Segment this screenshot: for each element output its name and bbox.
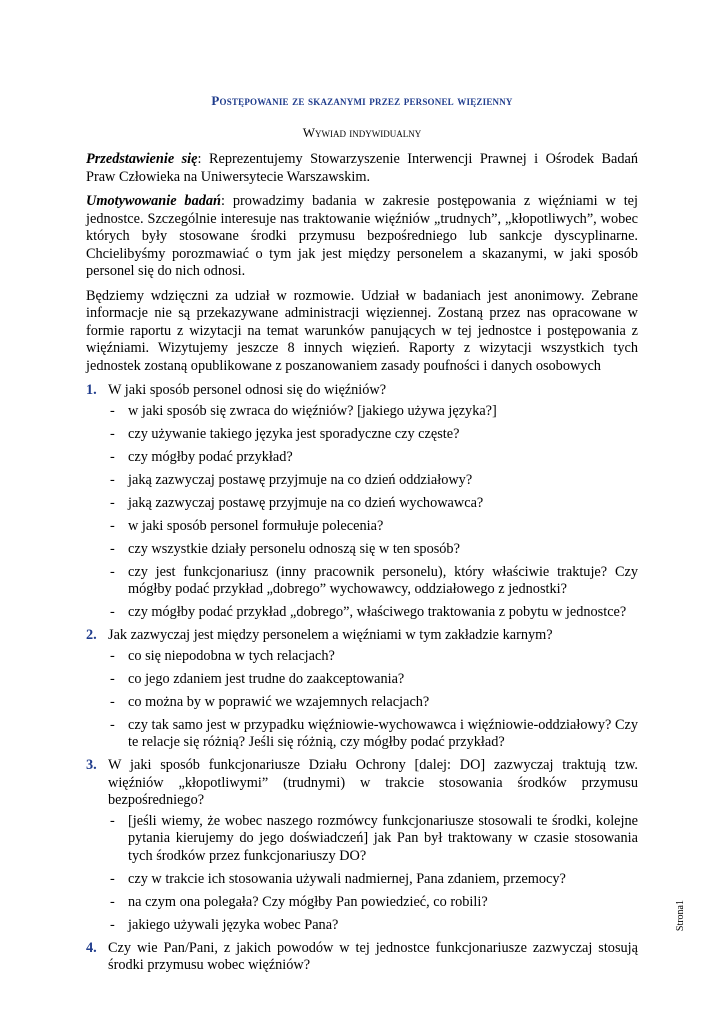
subtitle-text: Wywiad indywidualny — [302, 124, 422, 140]
intro-text-1: : Reprezentujemy Stowarzyszenie Interwencji Prawnej i Ośrodek Badań Praw Człowieka na Uniwersytecie Warszawskim. — [86, 151, 638, 185]
sub-question-list — [108, 813, 638, 935]
dash-bullet-icon: - — [110, 670, 115, 687]
sub-question-text: czy jest funkcjonariusz (inny pracownik personelu), który właściwie traktuje? Czy mógłby podać przykład „dobrego” wychowawcy, oddziałowego z jednostki? — [128, 563, 638, 597]
sub-question-text: czy mógłby podać przykład? — [128, 448, 293, 465]
sub-question-text: w jaki sposób personel formułuje polecenia? — [128, 517, 384, 534]
dash-bullet-icon: - — [110, 604, 115, 620]
question-item — [86, 382, 638, 622]
sub-question — [108, 917, 638, 935]
intro-lead-2: Umotywowanie badań — [86, 193, 221, 209]
sub-question-list — [108, 648, 638, 752]
dash-bullet-icon: - — [110, 870, 115, 887]
sub-question-text: [jeśli wiemy, że wobec naszego rozmówcy funkcjonariusze stosowali te środki, kolejne pytania kierujemy do jego doświadczeń] jak Pan był traktowany w czasie stosowania tych środków przez funkcjonariuszy DO? — [128, 812, 638, 864]
sub-question-list — [108, 403, 638, 622]
sub-question-text: czy wszystkie działy personelu odnoszą się w ten sposób? — [128, 540, 460, 557]
sub-question-text: na czym ona polegała? Czy mógłby Pan powiedzieć, co robili? — [128, 893, 488, 910]
intro-paragraph-3: Będziemy wdzięczni za udział w rozmowie. Udział w badaniach jest anonimowy. Zebrane informacje nie są przekazywane administracji więziennej. Zostaną przez nas opracowane w formie raportu z wizytacji na temat warunków panujących w tej jednostce i postępowania z więźniami. Wizytujemy jeszcze 8 innych więzień. Raporty z wizytacji wszystkich tych jednostek zostaną opublikowane z poszanowaniem zasady poufności i danych osobowych — [86, 287, 638, 374]
sub-question — [108, 604, 638, 622]
intro-paragraph-2 — [86, 193, 638, 281]
sub-question — [108, 472, 638, 490]
dash-bullet-icon: - — [110, 471, 115, 488]
dash-bullet-icon: - — [110, 402, 115, 419]
sub-question — [108, 671, 638, 689]
sub-question — [108, 694, 638, 712]
sub-question — [108, 717, 638, 752]
sub-question-text: jaką zazwyczaj postawę przyjmuje na co dzień oddziałowy? — [128, 471, 473, 488]
question-item — [86, 757, 638, 934]
question-number: 4. — [86, 939, 97, 956]
dash-bullet-icon: - — [110, 693, 115, 710]
dash-bullet-icon: - — [110, 540, 115, 557]
dash-bullet-icon: - — [110, 517, 115, 534]
question-number: 1. — [86, 382, 97, 398]
page-number-label: Strona1 — [675, 900, 686, 932]
sub-question — [108, 564, 638, 599]
sub-question — [108, 894, 638, 912]
question-text: Czy wie Pan/Pani, z jakich powodów w tej jednostce funkcjonariusze zazwyczaj stosują środki przymusu wobec więźniów? — [108, 939, 638, 973]
sub-question-text: jakiego używali języka wobec Pana? — [128, 916, 339, 933]
question-number: 2. — [86, 627, 97, 643]
sub-question-text: co jego zdaniem jest trudne do zaakceptowania? — [128, 670, 405, 687]
document-page — [86, 92, 638, 980]
sub-question — [108, 495, 638, 513]
document-subtitle — [86, 124, 638, 144]
dash-bullet-icon: - — [110, 448, 115, 465]
sub-question — [108, 403, 638, 421]
question-item — [86, 627, 638, 752]
question-number: 3. — [86, 757, 97, 773]
sub-question — [108, 426, 638, 444]
sub-question-text: jaką zazwyczaj postawę przyjmuje na co dzień wychowawca? — [128, 494, 484, 511]
document-title — [86, 92, 638, 112]
sub-question — [108, 871, 638, 889]
dash-bullet-icon: - — [110, 812, 115, 829]
sub-question-text: co można by w poprawić we wzajemnych relacjach? — [128, 693, 430, 710]
sub-question-text: czy tak samo jest w przypadku więźniowie-wychowawca i więźniowie-oddziałowy? Czy te relacje się różnią? Jeśli się różnią, czy mógłby podać przykład? — [128, 716, 638, 750]
sub-question — [108, 449, 638, 467]
sub-question — [108, 648, 638, 666]
question-list — [86, 382, 638, 975]
question-item — [86, 940, 638, 975]
dash-bullet-icon: - — [110, 716, 115, 733]
intro-lead-1: Przedstawienie się — [86, 151, 198, 167]
dash-bullet-icon: - — [110, 563, 115, 580]
question-text: W jaki sposób funkcjonariusze Działu Ochrony [dalej: DO] zazwyczaj traktują tzw. więźniów „kłopotliwymi” (trudnymi) w trakcie stosowania środków przymusu bezpośredniego? — [108, 757, 638, 808]
dash-bullet-icon: - — [110, 916, 115, 933]
intro-text-2: : prowadzimy badania w zakresie postępowania z więźniami w tej jednostce. Szczególnie interesuje nas traktowanie więźniów „trudnych”, „kłopotliwych”, wobec których były stosowane środki przymusu bezpośredniego lub sankcje dyscyplinarne. Chcielibyśmy porozmawiać o tym jak jest między personelem a skazanymi, w jaki sposób personel się do nich odnosi. — [86, 193, 638, 279]
sub-question — [108, 518, 638, 536]
sub-question — [108, 541, 638, 559]
question-text: W jaki sposób personel odnosi się do więźniów? — [108, 382, 387, 398]
sub-question-text: czy w trakcie ich stosowania używali nadmiernej, Pana zdaniem, przemocy? — [128, 870, 566, 887]
dash-bullet-icon: - — [110, 425, 115, 442]
sub-question-text: czy używanie takiego języka jest sporadyczne czy częste? — [128, 425, 460, 442]
sub-question-text: co się niepodobna w tych relacjach? — [128, 647, 335, 664]
intro-paragraph-1 — [86, 151, 638, 186]
dash-bullet-icon: - — [110, 893, 115, 910]
sub-question — [108, 813, 638, 866]
sub-question-text: czy mógłby podać przykład „dobrego”, właściwego traktowania z pobytu w jednostce? — [128, 604, 627, 620]
sub-question-text: w jaki sposób się zwraca do więźniów? [jakiego używa języka?] — [128, 402, 497, 419]
dash-bullet-icon: - — [110, 647, 115, 664]
question-text: Jak zazwyczaj jest między personelem a więźniami w tym zakładzie karnym? — [108, 627, 553, 643]
dash-bullet-icon: - — [110, 494, 115, 511]
title-text: Postępowanie ze skazanymi przez personel więzienny — [211, 93, 513, 108]
